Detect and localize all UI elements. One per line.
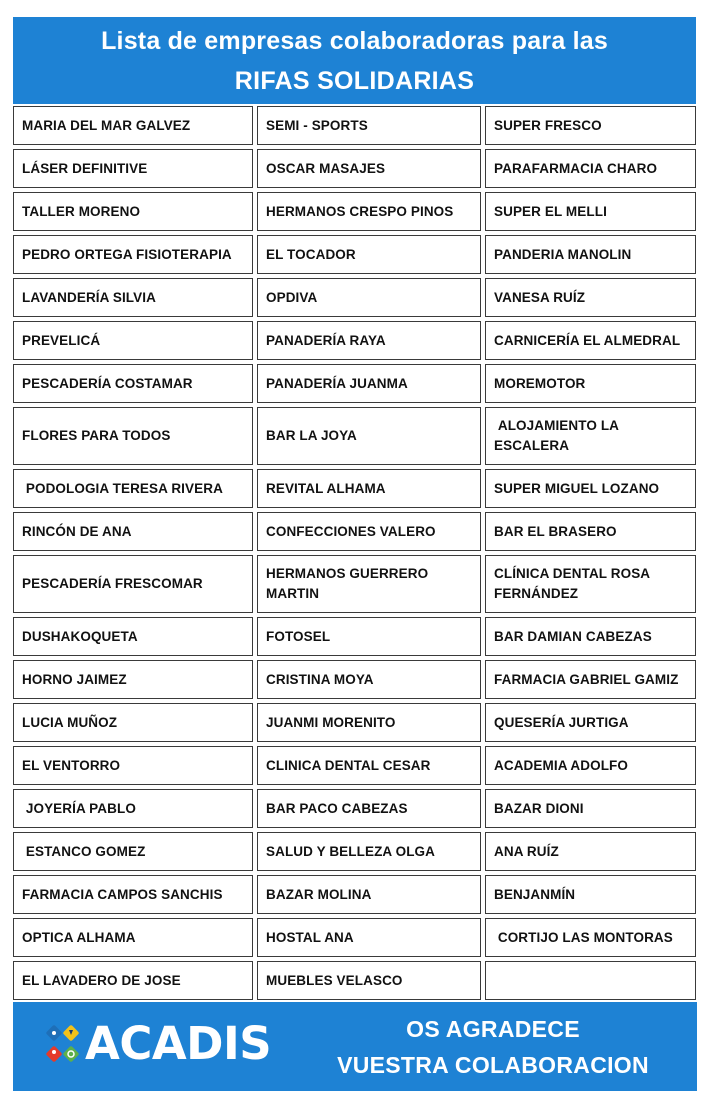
company-cell: PESCADERÍA COSTAMAR (13, 364, 253, 403)
footer-thanks-line1: OS AGRADECE (406, 1016, 580, 1042)
footer-thanks-line2: VUESTRA COLABORACION (337, 1052, 649, 1078)
company-cell: PANADERÍA JUANMA (257, 364, 481, 403)
company-cell: DUSHAKOQUETA (13, 617, 253, 656)
company-cell: LÁSER DEFINITIVE (13, 149, 253, 188)
company-cell: VANESA RUÍZ (485, 278, 696, 317)
company-cell: MARIA DEL MAR GALVEZ (13, 106, 253, 145)
company-cell: EL VENTORRO (13, 746, 253, 785)
company-cell: BAZAR MOLINA (257, 875, 481, 914)
company-cell: SEMI - SPORTS (257, 106, 481, 145)
company-cell: ACADEMIA ADOLFO (485, 746, 696, 785)
company-cell: BAR PACO CABEZAS (257, 789, 481, 828)
company-cell: CLINICA DENTAL CESAR (257, 746, 481, 785)
company-cell: PANADERÍA RAYA (257, 321, 481, 360)
company-cell: FOTOSEL (257, 617, 481, 656)
company-cell: OPDIVA (257, 278, 481, 317)
company-cell: FARMACIA CAMPOS SANCHIS (13, 875, 253, 914)
company-cell: PANDERIA MANOLIN (485, 235, 696, 274)
company-cell: BAR EL BRASERO (485, 512, 696, 551)
company-cell: ANA RUÍZ (485, 832, 696, 871)
company-cell: HERMANOS GUERRERO MARTIN (257, 555, 481, 613)
company-cell: REVITAL ALHAMA (257, 469, 481, 508)
company-cell: PODOLOGIA TERESA RIVERA (13, 469, 253, 508)
company-cell: MUEBLES VELASCO (257, 961, 481, 1000)
acadis-logo (41, 1017, 272, 1072)
company-cell: CARNICERÍA EL ALMEDRAL (485, 321, 696, 360)
company-cell: SUPER MIGUEL LOZANO (485, 469, 696, 508)
company-cell: SUPER EL MELLI (485, 192, 696, 231)
footer-banner (13, 1002, 697, 1091)
header-title-line2: RIFAS SOLIDARIAS (234, 67, 475, 95)
company-cell: RINCÓN DE ANA (13, 512, 253, 551)
company-cell: HOSTAL ANA (257, 918, 481, 957)
company-cell: EL LAVADERO DE JOSE (13, 961, 253, 1000)
company-cell: LUCIA MUÑOZ (13, 703, 253, 742)
company-cell: BENJANMÍN (485, 875, 696, 914)
company-cell: CRISTINA MOYA (257, 660, 481, 699)
company-cell: SALUD Y BELLEZA OLGA (257, 832, 481, 871)
company-cell: PEDRO ORTEGA FISIOTERAPIA (13, 235, 253, 274)
company-cell: ALOJAMIENTO LA ESCALERA (485, 407, 696, 465)
company-cell: PARAFARMACIA CHARO (485, 149, 696, 188)
company-cell: EL TOCADOR (257, 235, 481, 274)
company-cell: PREVELICÁ (13, 321, 253, 360)
company-cell: SUPER FRESCO (485, 106, 696, 145)
company-cell: CORTIJO LAS MONTORAS (485, 918, 696, 957)
company-cell: JUANMI MORENITO (257, 703, 481, 742)
company-cell: FARMACIA GABRIEL GAMIZ (485, 660, 696, 699)
company-cell: BAR LA JOYA (257, 407, 481, 465)
company-cell: HERMANOS CRESPO PINOS (257, 192, 481, 231)
company-cell: HORNO JAIMEZ (13, 660, 253, 699)
company-cell: QUESERÍA JURTIGA (485, 703, 696, 742)
header-title-line1: Lista de empresas colaboradoras para las (101, 27, 608, 55)
company-cell: MOREMOTOR (485, 364, 696, 403)
company-cell: TALLER MORENO (13, 192, 253, 231)
company-cell (485, 961, 696, 1000)
company-cell: CLÍNICA DENTAL ROSA FERNÁNDEZ (485, 555, 696, 613)
company-cell: OPTICA ALHAMA (13, 918, 253, 957)
companies-table (13, 106, 697, 1043)
header-banner (13, 17, 696, 104)
acadis-logo-text: ACADIS (85, 1017, 272, 1070)
company-cell: BAZAR DIONI (485, 789, 696, 828)
company-cell: ESTANCO GOMEZ (13, 832, 253, 871)
acadis-logo-mark-icon (41, 1024, 85, 1068)
company-cell: PESCADERÍA FRESCOMAR (13, 555, 253, 613)
company-cell: LAVANDERÍA SILVIA (13, 278, 253, 317)
company-cell: FLORES PARA TODOS (13, 407, 253, 465)
company-cell: JOYERÍA PABLO (13, 789, 253, 828)
company-cell: OSCAR MASAJES (257, 149, 481, 188)
company-cell: CONFECCIONES VALERO (257, 512, 481, 551)
company-cell: BAR DAMIAN CABEZAS (485, 617, 696, 656)
